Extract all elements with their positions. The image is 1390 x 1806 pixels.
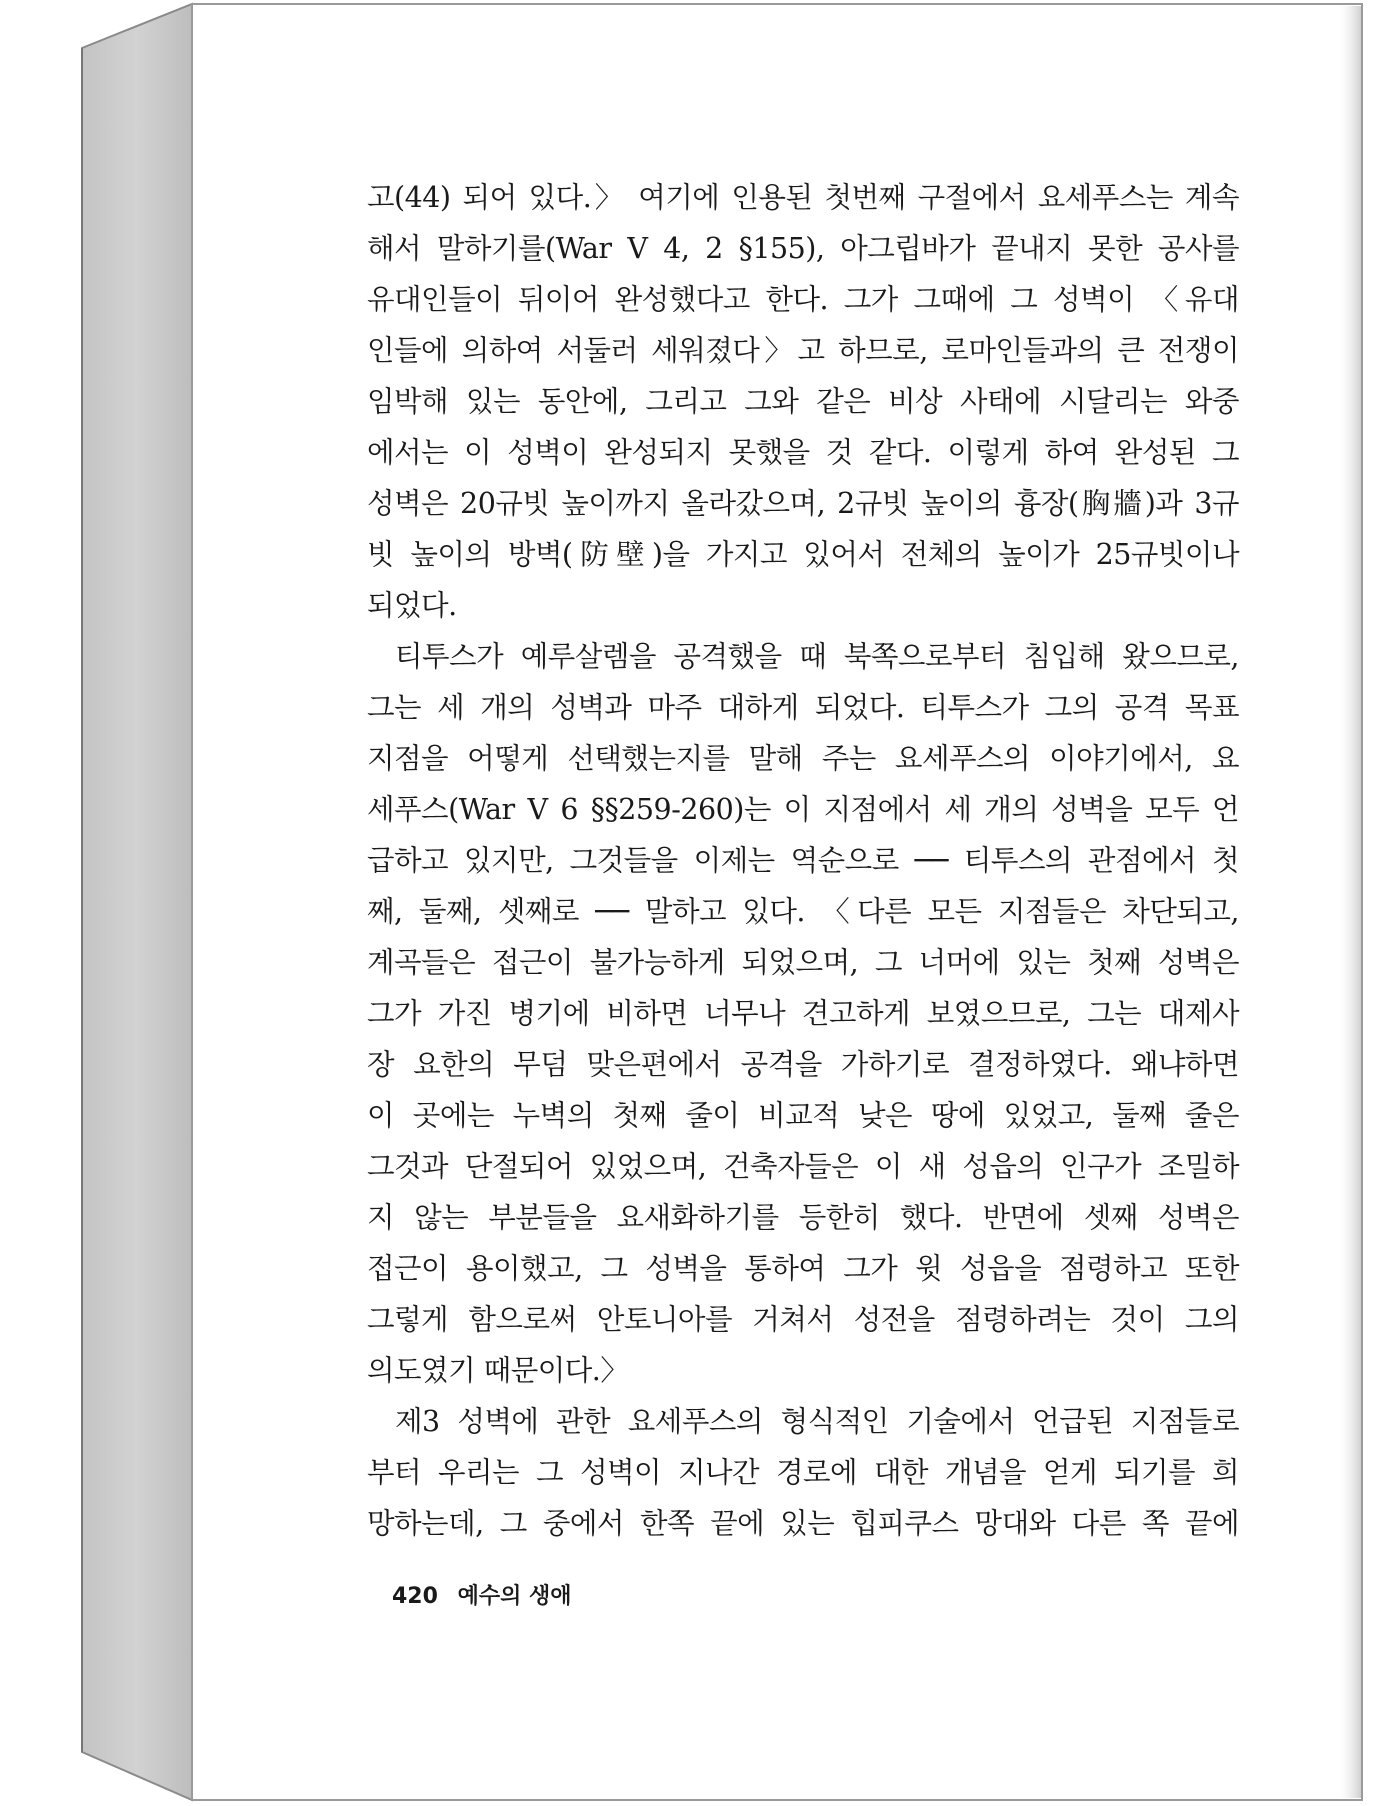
text-line: 지 않는 부분들을 요새화하기를 등한히 했다. 반면에 셋째 성벽은 xyxy=(367,1201,1239,1234)
text-line: 해서 말하기를(War V 4, 2 §155), 아그립바가 끝내지 못한 공사를 xyxy=(367,232,1239,265)
text-line: 성벽은 20규빗 높이까지 올라갔으며, 2규빗 높이의 흉장(胸牆)과 3규 xyxy=(367,487,1239,520)
text-line: 장 요한의 무덤 맞은편에서 공격을 가하기로 결정하였다. 왜냐하면 xyxy=(367,1048,1239,1081)
text-line: 의도였기 때문이다.〉 xyxy=(367,1354,629,1387)
text-line: 인들에 의하여 서둘러 세워졌다〉고 하므로, 로마인들과의 큰 전쟁이 xyxy=(367,334,1239,367)
text-line: 제3 성벽에 관한 요세푸스의 형식적인 기술에서 언급된 지점들로 xyxy=(395,1405,1239,1438)
paragraph xyxy=(367,1396,1239,1549)
text-line: 임박해 있는 동안에, 그리고 그와 같은 비상 사태에 시달리는 와중 xyxy=(367,385,1239,418)
text-line: 접근이 용이했고, 그 성벽을 통하여 그가 윗 성읍을 점령하고 또한 xyxy=(367,1252,1239,1285)
book-page xyxy=(192,4,1362,1800)
page-number: 420 xyxy=(392,1584,438,1609)
text-line: 그는 세 개의 성벽과 마주 대하게 되었다. 티투스가 그의 공격 목표 xyxy=(367,691,1239,724)
page-footer xyxy=(392,1579,572,1610)
text-line: 그것과 단절되어 있었으며, 건축자들은 이 새 성읍의 인구가 조밀하 xyxy=(367,1150,1239,1183)
text-line: 지점을 어떻게 선택했는지를 말해 주는 요세푸스의 이야기에서, 요 xyxy=(367,742,1239,775)
running-title: 예수의 생애 xyxy=(457,1584,572,1609)
book-spine xyxy=(82,4,192,1800)
text-line: 고(44) 되어 있다.〉 여기에 인용된 첫번째 구절에서 요세푸스는 계속 xyxy=(367,181,1239,214)
text-line: 그가 가진 병기에 비하면 너무나 견고하게 보였으므로, 그는 대제사 xyxy=(367,997,1239,1030)
body-text xyxy=(367,172,1239,1549)
text-line: 빗 높이의 방벽(防壁)을 가지고 있어서 전체의 높이가 25규빗이나 xyxy=(367,538,1239,571)
text-line: 망하는데, 그 중에서 한쪽 끝에 있는 힙피쿠스 망대와 다른 쪽 끝에 xyxy=(367,1507,1239,1540)
text-line: 그렇게 함으로써 안토니아를 거쳐서 성전을 점령하려는 것이 그의 xyxy=(367,1303,1239,1336)
text-line: 이 곳에는 누벽의 첫째 줄이 비교적 낮은 땅에 있었고, 둘째 줄은 xyxy=(367,1099,1239,1132)
text-line: 유대인들이 뒤이어 완성했다고 한다. 그가 그때에 그 성벽이 〈유대 xyxy=(367,283,1239,316)
paragraph xyxy=(367,172,1239,631)
text-line: 부터 우리는 그 성벽이 지나간 경로에 대한 개념을 얻게 되기를 희 xyxy=(367,1456,1239,1489)
text-line: 에서는 이 성벽이 완성되지 못했을 것 같다. 이렇게 하여 완성된 그 xyxy=(367,436,1239,469)
paragraph xyxy=(367,631,1239,1396)
text-line: 티투스가 예루살렘을 공격했을 때 북쪽으로부터 침입해 왔으므로, xyxy=(395,640,1239,673)
text-line: 되었다. xyxy=(367,589,457,622)
text-line: 세푸스(War V 6 §§259-260)는 이 지점에서 세 개의 성벽을 모두 언 xyxy=(367,793,1239,826)
text-line: 급하고 있지만, 그것들을 이제는 역순으로 ── 티투스의 관점에서 첫 xyxy=(367,844,1239,877)
text-line: 째, 둘째, 셋째로 ── 말하고 있다. 〈다른 모든 지점들은 차단되고, xyxy=(367,895,1239,928)
text-line: 계곡들은 접근이 불가능하게 되었으며, 그 너머에 있는 첫째 성벽은 xyxy=(367,946,1239,979)
